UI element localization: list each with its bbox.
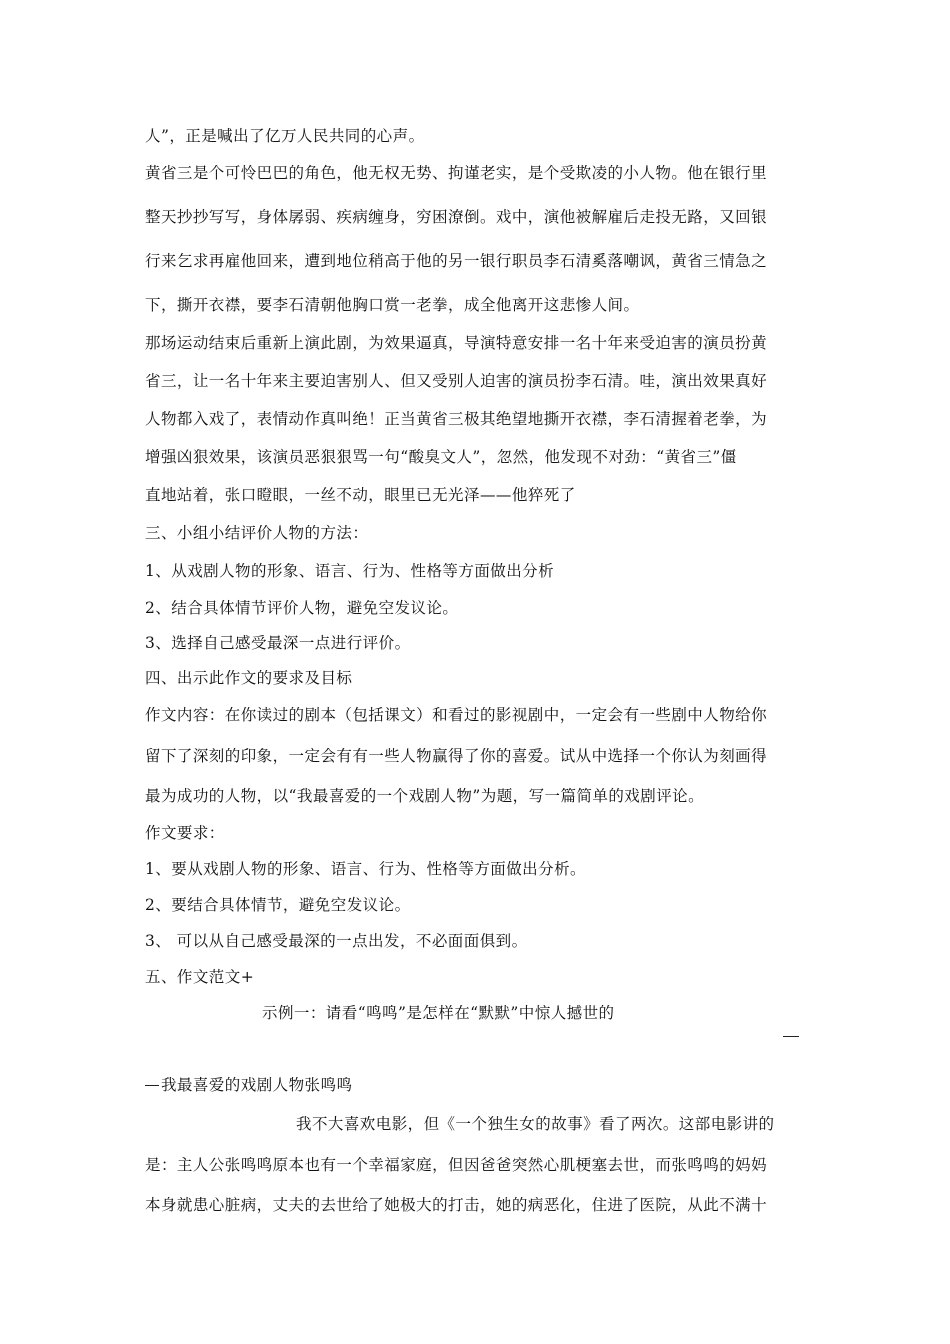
text-line: 省三，让一名十年来主要迫害别人、但又受别人迫害的演员扮李石清。哇，演出效果真好 <box>145 372 768 390</box>
section-heading: 四、出示此作文的要求及目标 <box>145 669 353 687</box>
dash-line <box>783 1036 799 1037</box>
text-line: 增强凶狠效果，该演员恶狠狠骂一句“酸臭文人”，忽然，他发现不对劲：“黄省三”僵 <box>145 448 737 466</box>
text-line: 作文要求： <box>145 824 225 842</box>
list-item: 1、要从戏剧人物的形象、语言、行为、性格等方面做出分析。 <box>145 860 586 878</box>
text-line: 人物都入戏了，表情动作真叫绝！正当黄省三极其绝望地撕开衣襟，李石清握着老拳，为 <box>145 410 768 428</box>
dash-line <box>145 1085 159 1086</box>
text-line: 作文内容：在你读过的剧本（包括课文）和看过的影视剧中，一定会有一些剧中人物给你 <box>145 706 768 724</box>
text-line: 下，撕开衣襟，要李石清朝他胸口赏一老拳，成全他离开这悲惨人间。 <box>145 296 640 314</box>
text-line: 行来乞求再雇他回来，遭到地位稍高于他的另一银行职员李石清奚落嘲讽，黄省三情急之 <box>145 252 768 270</box>
text-line: 整天抄抄写写，身体孱弱、疾病缠身，穷困潦倒。戏中，演他被解雇后走投无路，又回银 <box>145 208 768 226</box>
text-line: 黄省三是个可怜巴巴的角色，他无权无势、拘谨老实，是个受欺凌的小人物。他在银行里 <box>145 164 768 182</box>
text-line: 本身就患心脏病，丈夫的去世给了她极大的打击，她的病恶化，住进了医院，从此不满十 <box>145 1196 768 1214</box>
text-line: 那场运动结束后重新上演此剧，为效果逼真，导演特意安排一名十年来受迫害的演员扮黄 <box>145 334 768 352</box>
list-item: 3、 可以从自己感受最深的一点出发，不必面面俱到。 <box>145 932 528 950</box>
text-line: 最为成功的人物，以“我最喜爱的一个戏剧人物”为题，写一篇简单的戏剧评论。 <box>145 787 705 805</box>
section-heading: 三、小组小结评价人物的方法： <box>145 524 369 542</box>
text-line: 是：主人公张鸣鸣原本也有一个幸福家庭，但因爸爸突然心肌梗塞去世，而张鸣鸣的妈妈 <box>145 1156 768 1174</box>
text-line: 直地站着，张口瞪眼，一丝不动，眼里已无光泽——他猝死了 <box>145 486 576 504</box>
text-line: 我不大喜欢电影，但《一个独生女的故事》看了两次。这部电影讲的 <box>296 1115 775 1133</box>
text-line: 留下了深刻的印象，一定会有有一些人物赢得了你的喜爱。试从中选择一个你认为刻画得 <box>145 747 768 765</box>
list-item: 1、从戏剧人物的形象、语言、行为、性格等方面做出分析 <box>145 562 555 580</box>
example-title: 示例一：请看“鸣鸣”是怎样在“默默”中惊人撼世的 <box>262 1004 615 1022</box>
list-item: 2、结合具体情节评价人物，避免空发议论。 <box>145 599 459 617</box>
section-heading: 五、作文范文+ <box>145 968 255 986</box>
example-subtitle: 我最喜爱的戏剧人物张鸣鸣 <box>161 1076 353 1094</box>
list-item: 2、要结合具体情节，避免空发议论。 <box>145 896 411 914</box>
list-item: 3、选择自己感受最深一点进行评价。 <box>145 634 411 652</box>
text-line: 人”，正是喊出了亿万人民共同的心声。 <box>145 127 425 145</box>
